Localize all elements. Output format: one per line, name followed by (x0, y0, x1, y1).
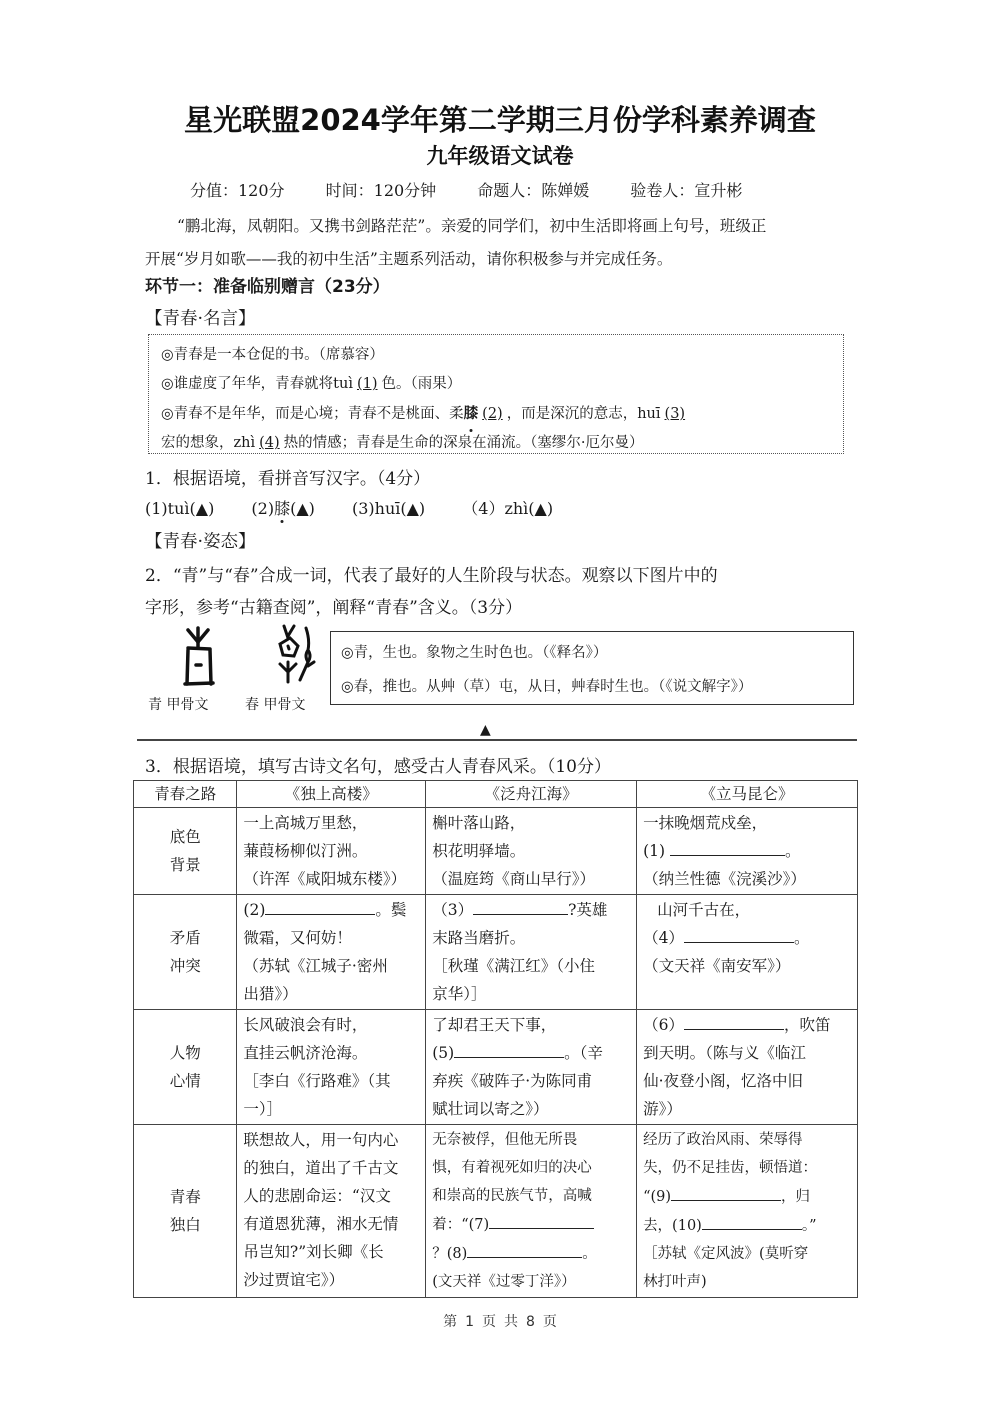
blank-2: (2) (482, 406, 503, 422)
answer-slot-2[interactable]: (▲) (290, 499, 315, 518)
table-row (134, 895, 858, 1010)
table-row (134, 808, 858, 895)
fill-blank-7[interactable] (489, 1210, 594, 1229)
reference-qing: ◎青，生也。象物之生时色也。（《释名》） (341, 645, 608, 661)
author-info: 命题人：陈婵媛 (477, 181, 590, 200)
answer-slot-2-char: 膝 (274, 496, 290, 519)
footer-text: 页 (542, 1314, 557, 1330)
table-cell: (2) 。鬓 微霜，又何妨！ （苏轼《江城子·密州 出猎》） (237, 895, 426, 1010)
footer-text: 页 (482, 1314, 496, 1330)
subsection-quotes-heading: 【青春·名言】 (145, 309, 256, 329)
table-row (134, 1010, 858, 1125)
footer-text: 第 (443, 1314, 458, 1330)
fill-blank-5[interactable] (454, 1039, 564, 1058)
table-header: 《泛舟江海》 (426, 781, 637, 808)
table-cell: （6） ，吹笛 到天明。（陈与义《临江 仙·夜登小阁，忆洛中旧 游》） (637, 1010, 858, 1125)
table-cell: 一抹晚烟荒戍垒， (1) 。 （纳兰性德《浣溪沙》） (637, 808, 858, 895)
question-1-stem: 1．根据语境，看拼音写汉字。（4分） (145, 469, 431, 489)
qing-oracle-glyph (168, 622, 228, 692)
table-cell: 经历了政治风雨、荣辱得 失，仍不足挂齿，顿悟道： “(9) ，归 去，(10) 。” ［苏轼《定风波》(莫听穿 林打叶声) (637, 1125, 858, 1298)
chun-glyph-caption: 春 甲骨文 (245, 697, 306, 713)
intro-paragraph (145, 210, 865, 276)
answer-line[interactable] (137, 739, 857, 741)
quote-2-pre: ◎谁虚度了年华，青春就将tuì (161, 376, 353, 392)
table-header-row (134, 781, 858, 808)
table-cell: 长风破浪会有时， 直挂云帆济沧海。 ［李白《行路难》（其 一）］ (237, 1010, 426, 1125)
blank-1: (1) (356, 376, 378, 392)
quote-3-pre: ◎青春不是年华，而是心境；青春不是桃面、柔 (161, 406, 464, 422)
answer-marker[interactable]: ▲ (480, 722, 491, 738)
fill-blank-6[interactable] (684, 1011, 784, 1030)
page-footer (0, 1311, 1000, 1331)
answer-slot-2-label: (2) (251, 499, 275, 518)
row-label: 矛盾 冲突 (134, 895, 237, 1010)
quotes-box (148, 334, 844, 454)
current-page-number: 1 (465, 1314, 474, 1330)
ancient-references-box (330, 631, 854, 705)
answer-slot-4[interactable]: （4）zhì(▲) (462, 499, 554, 518)
quote-4-post: 热的情感；青春是生命的深泉在涌流。（塞缪尔·厄尔曼） (283, 435, 644, 451)
row-label: 底色 背景 (134, 808, 237, 895)
quote-2 (161, 370, 833, 399)
row-label: 青春 独白 (134, 1125, 237, 1298)
blank-3: (3) (664, 406, 686, 422)
section-heading: 环节一：准备临别赠言（23分） (145, 277, 390, 297)
subsection-posture-heading: 【青春·姿态】 (145, 532, 256, 552)
oracle-bone-glyphs (148, 620, 328, 715)
fill-blank-1[interactable] (670, 837, 785, 856)
quote-1: ◎青春是一本仓促的书。（席慕容） (161, 347, 384, 363)
intro-line-2: 开展“岁月如歌——我的初中生活”主题系列活动，请你积极参与并完成任务。 (145, 250, 673, 268)
question-2-line-1: 2．“青”与“春”合成一词，代表了最好的人生阶段与状态。观察以下图片中的 (145, 566, 718, 586)
table-cell: 无奈被俘，但他无所畏 惧，有着视死如归的决心 和崇高的民族气节，高喊 着：“(7) ？(8) 。 (文天祥《过零丁洋》） (426, 1125, 637, 1298)
question-3-stem: 3．根据语境，填写古诗文名句，感受古人青春风采。（10分） (145, 757, 611, 777)
total-pages: 8 (526, 1314, 535, 1330)
fill-blank-4[interactable] (684, 924, 794, 943)
table-cell: （3） ?英雄 末路当磨折。 ［秋瑾《满江红》（小住 京华）］ (426, 895, 637, 1010)
question-2-line-2: 字形，参考“古籍查阅”，阐释“青春”含义。（3分） (145, 598, 523, 618)
exam-meta (190, 178, 778, 201)
table-cell: 一上高城万里愁， 蒹葭杨柳似汀洲。 （许浑《咸阳城东楼》） (237, 808, 426, 895)
qing-glyph-caption: 青 甲骨文 (148, 697, 209, 713)
row-label: 人物 心情 (134, 1010, 237, 1125)
answer-slot-1[interactable]: (1)tuì(▲) (145, 499, 215, 518)
poem-table (133, 780, 858, 1298)
table-cell: 联想故人，用一句内心 的独白，道出了千古文 人的悲剧命运：“汉文 有道恩犹薄，湘水无情 吊岂知?”刘长卿《长 沙过贾谊宅》） (237, 1125, 426, 1298)
quote-2-post: 色。（雨果） (381, 376, 462, 392)
footer-text: 共 (504, 1314, 518, 1330)
emphasized-char: 膝 (464, 399, 479, 428)
time-info: 时间：120分钟 (325, 181, 437, 200)
table-cell: 槲叶落山路， 枳花明驿墙。 （温庭筠《商山早行》） (426, 808, 637, 895)
fill-blank-3[interactable] (473, 896, 568, 915)
table-row (134, 1125, 858, 1298)
chun-oracle-glyph (266, 622, 326, 692)
fill-blank-2[interactable] (265, 896, 375, 915)
fill-blank-9[interactable] (671, 1182, 781, 1201)
quote-3-mid: ，而是深沉的意志，huī (506, 406, 661, 422)
question-1-items (145, 496, 553, 519)
table-header: 《立马昆仑》 (637, 781, 858, 808)
answer-slot-3[interactable]: (3)huī(▲) (351, 499, 426, 518)
table-header: 青春之路 (134, 781, 237, 808)
reference-chun: ◎春，推也。从艸（草）屯，从日，艸春时生也。（《说文解字》） (341, 679, 753, 695)
table-cell: 了却君王天下事， (5) 。（辛 弃疾《破阵子·为陈同甫 赋壮词以寄之》） (426, 1010, 637, 1125)
page-subtitle: 九年级语文试卷 (426, 143, 574, 168)
blank-4: (4) (259, 435, 280, 451)
quote-4 (161, 429, 833, 458)
quote-3 (161, 399, 833, 429)
fill-blank-8[interactable] (467, 1239, 582, 1258)
fill-blank-10[interactable] (702, 1211, 802, 1230)
page-title: 星光联盟2024学年第二学期三月份学科素养调查 (184, 103, 816, 137)
quote-4-pre: 宏的想象，zhì (161, 435, 256, 451)
table-header: 《独上高楼》 (237, 781, 426, 808)
intro-line-1: “鹏北海，凤朝阳。又携书剑路茫茫”。亲爱的同学们，初中生活即将画上句号，班级正 (177, 217, 767, 235)
table-cell: 山河千古在， （4） 。 （文天祥《南安军》） (637, 895, 858, 1010)
score-info: 分值：120分 (190, 181, 285, 200)
reviewer-info: 验卷人：宣升彬 (630, 181, 743, 200)
